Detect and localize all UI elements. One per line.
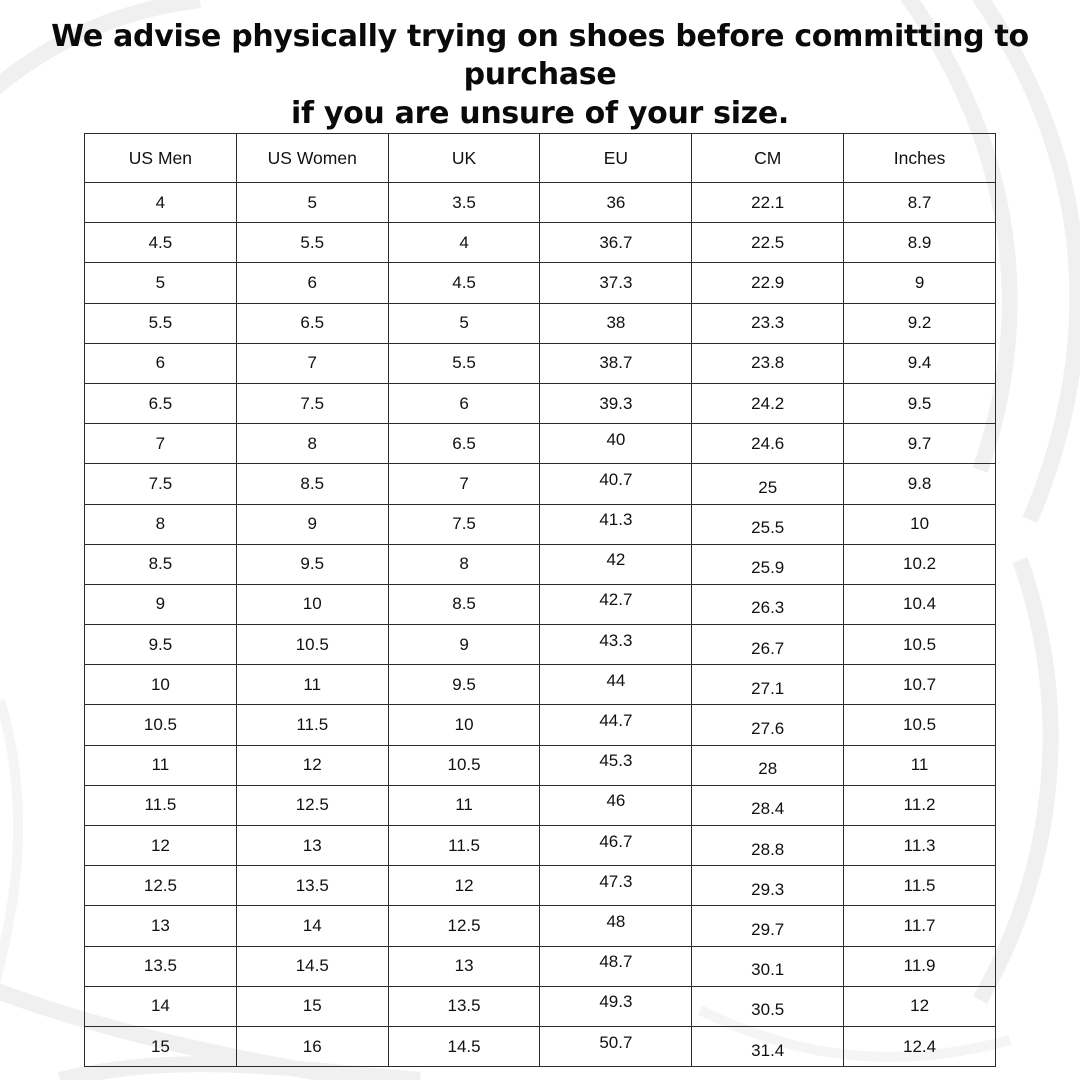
cell-us-men: 6.5 (85, 383, 237, 423)
cell-inches: 11.5 (844, 866, 996, 906)
cell-eu: 38 (540, 303, 692, 343)
cell-inches: 10.5 (844, 705, 996, 745)
column-header-cm: CM (692, 134, 844, 183)
table-body (85, 183, 996, 1067)
cell-cm: 26.7 (692, 629, 844, 669)
cell-inches: 10.5 (844, 625, 996, 665)
cell-cm: 31.4 (692, 1030, 844, 1070)
cell-inches: 9.5 (844, 383, 996, 423)
cell-uk: 9.5 (388, 665, 540, 705)
cell-uk: 7 (388, 464, 540, 504)
cell-uk: 4 (388, 223, 540, 263)
cell-uk: 10 (388, 705, 540, 745)
cell-us-women: 12.5 (236, 785, 388, 825)
table-row (85, 665, 996, 705)
table-row (85, 986, 996, 1026)
cell-inches: 9 (844, 263, 996, 303)
cell-us-men: 13 (85, 906, 237, 946)
cell-eu: 40 (540, 420, 692, 460)
page-title (50, 18, 1030, 133)
column-header-inches: Inches (844, 134, 996, 183)
cell-cm: 30.5 (692, 990, 844, 1030)
cell-uk: 11 (388, 785, 540, 825)
cell-inches: 12.4 (844, 1026, 996, 1066)
cell-cm: 27.6 (692, 709, 844, 749)
cell-eu: 50.7 (540, 1022, 692, 1062)
cell-us-men: 7.5 (85, 464, 237, 504)
cell-inches: 9.7 (844, 424, 996, 464)
table-row (85, 383, 996, 423)
cell-us-women: 5.5 (236, 223, 388, 263)
cell-eu: 43.3 (540, 621, 692, 661)
cell-cm: 28 (692, 749, 844, 789)
column-header-eu: EU (540, 134, 692, 183)
table-row (85, 906, 996, 946)
cell-us-women: 10 (236, 584, 388, 624)
table-row (85, 584, 996, 624)
cell-us-women: 9.5 (236, 544, 388, 584)
cell-us-women: 6.5 (236, 303, 388, 343)
cell-inches: 10.7 (844, 665, 996, 705)
cell-eu: 39.3 (540, 383, 692, 423)
cell-uk: 12.5 (388, 906, 540, 946)
cell-cm: 23.8 (692, 343, 844, 383)
cell-us-men: 15 (85, 1026, 237, 1066)
cell-eu: 36.7 (540, 223, 692, 263)
size-chart-table (84, 133, 996, 1067)
table-row (85, 464, 996, 504)
table-row (85, 946, 996, 986)
cell-us-women: 5 (236, 183, 388, 223)
cell-uk: 4.5 (388, 263, 540, 303)
page-title-line-2: if you are unsure of your size. (290, 95, 789, 131)
cell-us-men: 12.5 (85, 866, 237, 906)
cell-cm: 22.9 (692, 263, 844, 303)
cell-eu: 49.3 (540, 982, 692, 1022)
cell-eu: 38.7 (540, 343, 692, 383)
table-row (85, 223, 996, 263)
cell-cm: 23.3 (692, 303, 844, 343)
cell-us-men: 10.5 (85, 705, 237, 745)
cell-us-men: 5.5 (85, 303, 237, 343)
size-chart-table-wrapper (84, 133, 996, 1067)
cell-us-men: 14 (85, 986, 237, 1026)
cell-cm: 26.3 (692, 588, 844, 628)
cell-uk: 9 (388, 625, 540, 665)
cell-inches: 11.9 (844, 946, 996, 986)
cell-uk: 10.5 (388, 745, 540, 785)
cell-inches: 11 (844, 745, 996, 785)
cell-eu: 48 (540, 902, 692, 942)
cell-us-women: 14 (236, 906, 388, 946)
cell-inches: 10 (844, 504, 996, 544)
cell-us-men: 6 (85, 343, 237, 383)
cell-inches: 11.3 (844, 826, 996, 866)
cell-cm: 28.4 (692, 789, 844, 829)
cell-uk: 6 (388, 383, 540, 423)
cell-eu: 44.7 (540, 701, 692, 741)
cell-us-men: 5 (85, 263, 237, 303)
cell-us-women: 12 (236, 745, 388, 785)
cell-uk: 8 (388, 544, 540, 584)
table-row (85, 866, 996, 906)
cell-us-women: 6 (236, 263, 388, 303)
cell-us-men: 11.5 (85, 785, 237, 825)
cell-us-men: 12 (85, 826, 237, 866)
column-header-us-men: US Men (85, 134, 237, 183)
cell-inches: 10.4 (844, 584, 996, 624)
cell-uk: 5 (388, 303, 540, 343)
cell-eu: 41.3 (540, 500, 692, 540)
cell-eu: 46.7 (540, 822, 692, 862)
cell-cm: 27.1 (692, 669, 844, 709)
table-row (85, 705, 996, 745)
table-row (85, 303, 996, 343)
cell-cm: 24.2 (692, 383, 844, 423)
cell-uk: 7.5 (388, 504, 540, 544)
cell-uk: 14.5 (388, 1026, 540, 1066)
cell-us-men: 10 (85, 665, 237, 705)
cell-us-men: 9.5 (85, 625, 237, 665)
cell-us-women: 16 (236, 1026, 388, 1066)
cell-us-men: 8 (85, 504, 237, 544)
cell-uk: 5.5 (388, 343, 540, 383)
cell-us-women: 15 (236, 986, 388, 1026)
table-row (85, 785, 996, 825)
cell-uk: 11.5 (388, 826, 540, 866)
cell-eu: 36 (540, 183, 692, 223)
cell-uk: 13.5 (388, 986, 540, 1026)
cell-inches: 11.2 (844, 785, 996, 825)
cell-us-men: 4.5 (85, 223, 237, 263)
cell-eu: 46 (540, 781, 692, 821)
cell-eu: 44 (540, 661, 692, 701)
cell-inches: 9.8 (844, 464, 996, 504)
cell-inches: 12 (844, 986, 996, 1026)
cell-inches: 10.2 (844, 544, 996, 584)
cell-us-men: 4 (85, 183, 237, 223)
cell-eu: 47.3 (540, 862, 692, 902)
cell-eu: 42.7 (540, 580, 692, 620)
cell-uk: 8.5 (388, 584, 540, 624)
cell-eu: 45.3 (540, 741, 692, 781)
cell-uk: 3.5 (388, 183, 540, 223)
table-row (85, 544, 996, 584)
cell-inches: 8.7 (844, 183, 996, 223)
table-row (85, 263, 996, 303)
cell-inches: 9.4 (844, 343, 996, 383)
cell-us-women: 8 (236, 424, 388, 464)
table-row (85, 504, 996, 544)
cell-eu: 40.7 (540, 460, 692, 500)
cell-us-men: 9 (85, 584, 237, 624)
cell-cm: 25 (692, 468, 844, 508)
cell-inches: 8.9 (844, 223, 996, 263)
cell-us-women: 11 (236, 665, 388, 705)
cell-us-women: 13.5 (236, 866, 388, 906)
cell-uk: 12 (388, 866, 540, 906)
cell-uk: 13 (388, 946, 540, 986)
table-row (85, 745, 996, 785)
table-row (85, 826, 996, 866)
cell-us-men: 7 (85, 424, 237, 464)
cell-us-women: 8.5 (236, 464, 388, 504)
column-header-us-women: US Women (236, 134, 388, 183)
cell-cm: 30.1 (692, 950, 844, 990)
cell-eu: 42 (540, 540, 692, 580)
cell-cm: 25.5 (692, 508, 844, 548)
cell-us-men: 11 (85, 745, 237, 785)
cell-inches: 11.7 (844, 906, 996, 946)
cell-us-women: 9 (236, 504, 388, 544)
cell-cm: 29.3 (692, 870, 844, 910)
cell-inches: 9.2 (844, 303, 996, 343)
column-header-uk: UK (388, 134, 540, 183)
cell-cm: 22.5 (692, 223, 844, 263)
cell-us-women: 7.5 (236, 383, 388, 423)
table-row (85, 424, 996, 464)
table-header (85, 134, 996, 183)
cell-us-women: 7 (236, 343, 388, 383)
cell-eu: 48.7 (540, 942, 692, 982)
table-row (85, 343, 996, 383)
cell-eu: 37.3 (540, 263, 692, 303)
table-row (85, 1026, 996, 1066)
table-row (85, 183, 996, 223)
cell-cm: 24.6 (692, 424, 844, 464)
cell-us-women: 13 (236, 826, 388, 866)
cell-uk: 6.5 (388, 424, 540, 464)
cell-us-women: 11.5 (236, 705, 388, 745)
cell-us-women: 10.5 (236, 625, 388, 665)
cell-cm: 22.1 (692, 183, 844, 223)
table-row (85, 625, 996, 665)
cell-us-women: 14.5 (236, 946, 388, 986)
cell-cm: 25.9 (692, 548, 844, 588)
cell-cm: 28.8 (692, 830, 844, 870)
table-header-row (85, 134, 996, 183)
cell-cm: 29.7 (692, 910, 844, 950)
cell-us-men: 13.5 (85, 946, 237, 986)
page-title-line-1: We advise physically trying on shoes before committing to purchase (51, 19, 1029, 93)
cell-us-men: 8.5 (85, 544, 237, 584)
